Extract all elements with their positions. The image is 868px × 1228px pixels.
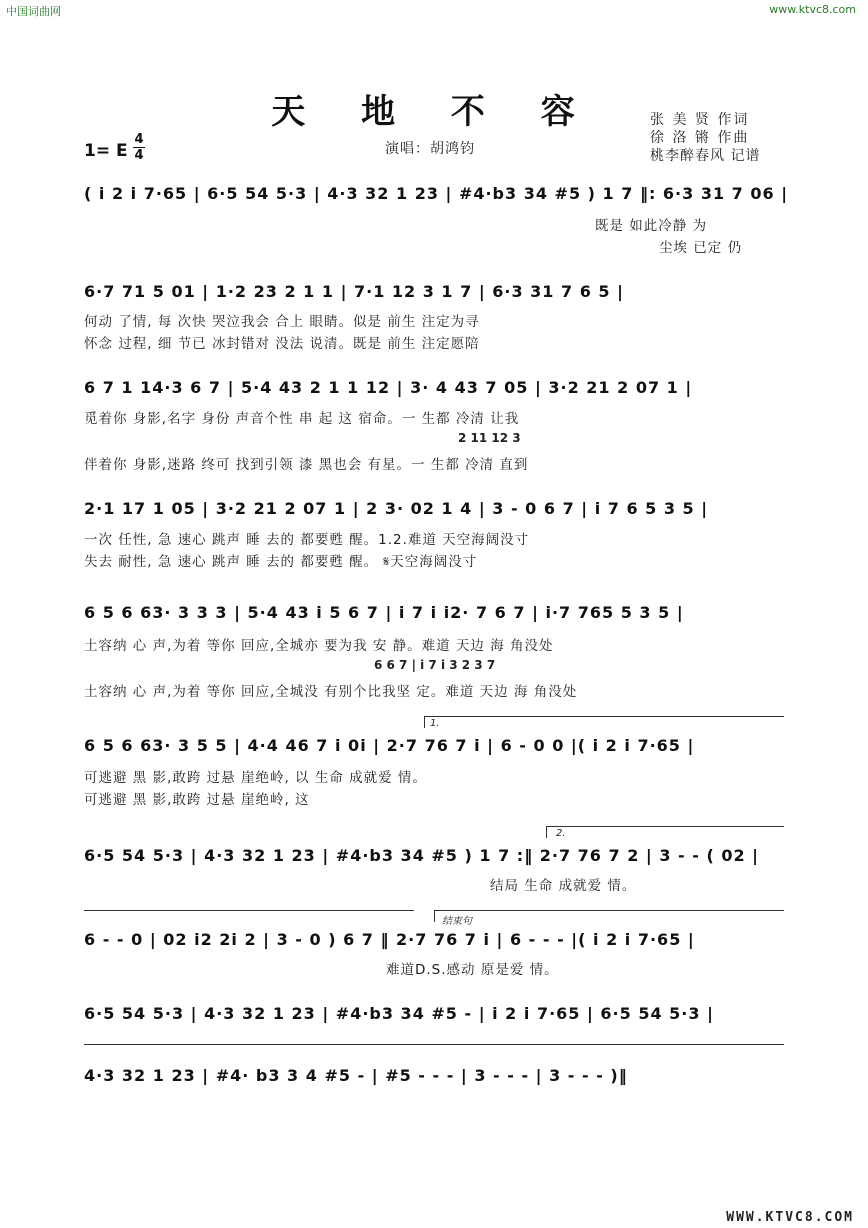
lyric-line: 尘埃 已定 仍: [659, 240, 743, 256]
lyric-line: 土容纳 心 声,为着 等你 回应,全城亦 要为我 安 静。难道 天边 海 角没处: [84, 638, 554, 654]
volta-second-bracket: [546, 826, 784, 827]
notation-line: 6·5 54 5·3 | 4·3 32 1 23 | #4·b3 34 #5 - | i 2 i 7·65 | 6·5 54 5·3 |: [84, 1004, 714, 1023]
lyric-line: 伴着你 身影,迷路 终可 找到引领 漆 黑也会 有星。一 生都 冷清 直到: [84, 457, 529, 473]
lyric-line: 土容纳 心 声,为着 等你 回应,全城没 有别个比我坚 定。难道 天边 海 角没处: [84, 684, 578, 700]
alternate-notes: 2 11 12 3: [458, 431, 521, 445]
lyric-line: 可逃避 黑 影,敢跨 过悬 崖绝岭, 这: [84, 792, 310, 808]
song-title: 天 地 不 容: [271, 92, 597, 132]
ending-bracket: [434, 910, 784, 911]
volta-first-bracket: [424, 716, 784, 717]
ending-label: 结束句: [442, 916, 472, 927]
notation-line: 2·1 17 1 05 | 3·2 21 2 07 1 | 2 3· 02 1 4 | 3 - 0 6 7 | i 7 6 5 3 5 |: [84, 499, 709, 518]
volta-second-edge: [546, 826, 547, 838]
volta-first-label: 1.: [430, 718, 440, 729]
notation-line: 4·3 32 1 23 | #4· b3 3 4 #5 - | #5 - - - | 3 - - - | 3 - - - )‖: [84, 1066, 628, 1085]
lyric-line: 失去 耐性, 急 速心 跳声 睡 去的 都要甦 醒。 𝄋天空海阔没寸: [84, 554, 478, 570]
composer-credit: 徐 洛 锵 作曲: [650, 130, 750, 146]
lyricist-credit: 张 美 贤 作词: [650, 112, 750, 128]
lyric-line: 一次 任性, 急 速心 跳声 睡 去的 都要甦 醒。1.2.难道 天空海阔没寸: [84, 532, 530, 548]
notation-line: 6 5 6 63· 3 5 5 | 4·4 46 7 i 0i | 2·7 76 7 i | 6 - 0 0 |( i 2 i 7·65 |: [84, 736, 695, 755]
lyric-line: 可逃避 黑 影,敢跨 过悬 崖绝岭, 以 生命 成就爱 情。: [84, 770, 427, 786]
transcriber-credit: 桃李醉春风 记谱: [650, 148, 761, 164]
time-signature: [133, 133, 145, 162]
notation-line: 6·5 54 5·3 | 4·3 32 1 23 | #4·b3 34 #5 ) 1 7 :‖ 2·7 76 7 2 | 3 - - ( 02 |: [84, 846, 760, 865]
alternate-notes: 6 6 7 | i 7 i 3 2 3 7: [374, 658, 496, 672]
lyric-line: 怀念 过程, 细 节已 冰封错对 没法 说清。既是 前生 注定愿陪: [84, 336, 480, 352]
time-signature-top: 4: [134, 132, 144, 147]
notation-line: 6 - - 0 | 02 i2 2i 2 | 3 - 0 ) 6 7 ‖ 2·7 76 7 i | 6 - - - |( i 2 i 7·65 |: [84, 930, 695, 949]
ending-edge: [434, 910, 435, 922]
singer-credit: 演唱：胡鸿钧: [385, 141, 475, 157]
system-divider: [84, 910, 414, 911]
notation-line: 6·7 71 5 01 | 1·2 23 2 1 1 | 7·1 12 3 1 7 | 6·3 31 7 6 5 |: [84, 282, 624, 301]
lyric-line: 何动 了情, 每 次快 哭泣我会 合上 眼睛。似是 前生 注定为寻: [84, 314, 480, 330]
watermark-bottom-right: WWW.KTVC8.COM: [726, 1210, 854, 1225]
volta-first-edge: [424, 716, 425, 728]
watermark-top-left: 中国词曲网: [6, 5, 61, 18]
notation-line: ( i 2 i 7·65 | 6·5 54 5·3 | 4·3 32 1 23 | #4·b3 34 #5 ) 1 7 ‖: 6·3 31 7 06 |: [84, 184, 789, 203]
lyric-line: 既是 如此冷静 为: [595, 218, 708, 234]
key-signature: 1= E: [84, 141, 128, 161]
time-signature-bottom: 4: [134, 148, 144, 163]
lyric-line: 觅着你 身影,名字 身份 声音个性 串 起 这 宿命。一 生都 冷清 让我: [84, 411, 520, 427]
volta-second-label: 2.: [556, 828, 566, 839]
lyric-line: 难道D.S.感动 原是爱 情。: [386, 962, 559, 978]
notation-line: 6 5 6 63· 3 3 3 | 5·4 43 i 5 6 7 | i 7 i i2· 7 6 7 | i·7 765 5 3 5 |: [84, 603, 684, 622]
final-system-divider: [84, 1044, 784, 1045]
lyric-line: 结局 生命 成就爱 情。: [490, 878, 637, 894]
watermark-top-right: www.ktvc8.com: [769, 3, 856, 16]
notation-line: 6 7 1 14·3 6 7 | 5·4 43 2 1 1 12 | 3· 4 43 7 05 | 3·2 21 2 07 1 |: [84, 378, 693, 397]
